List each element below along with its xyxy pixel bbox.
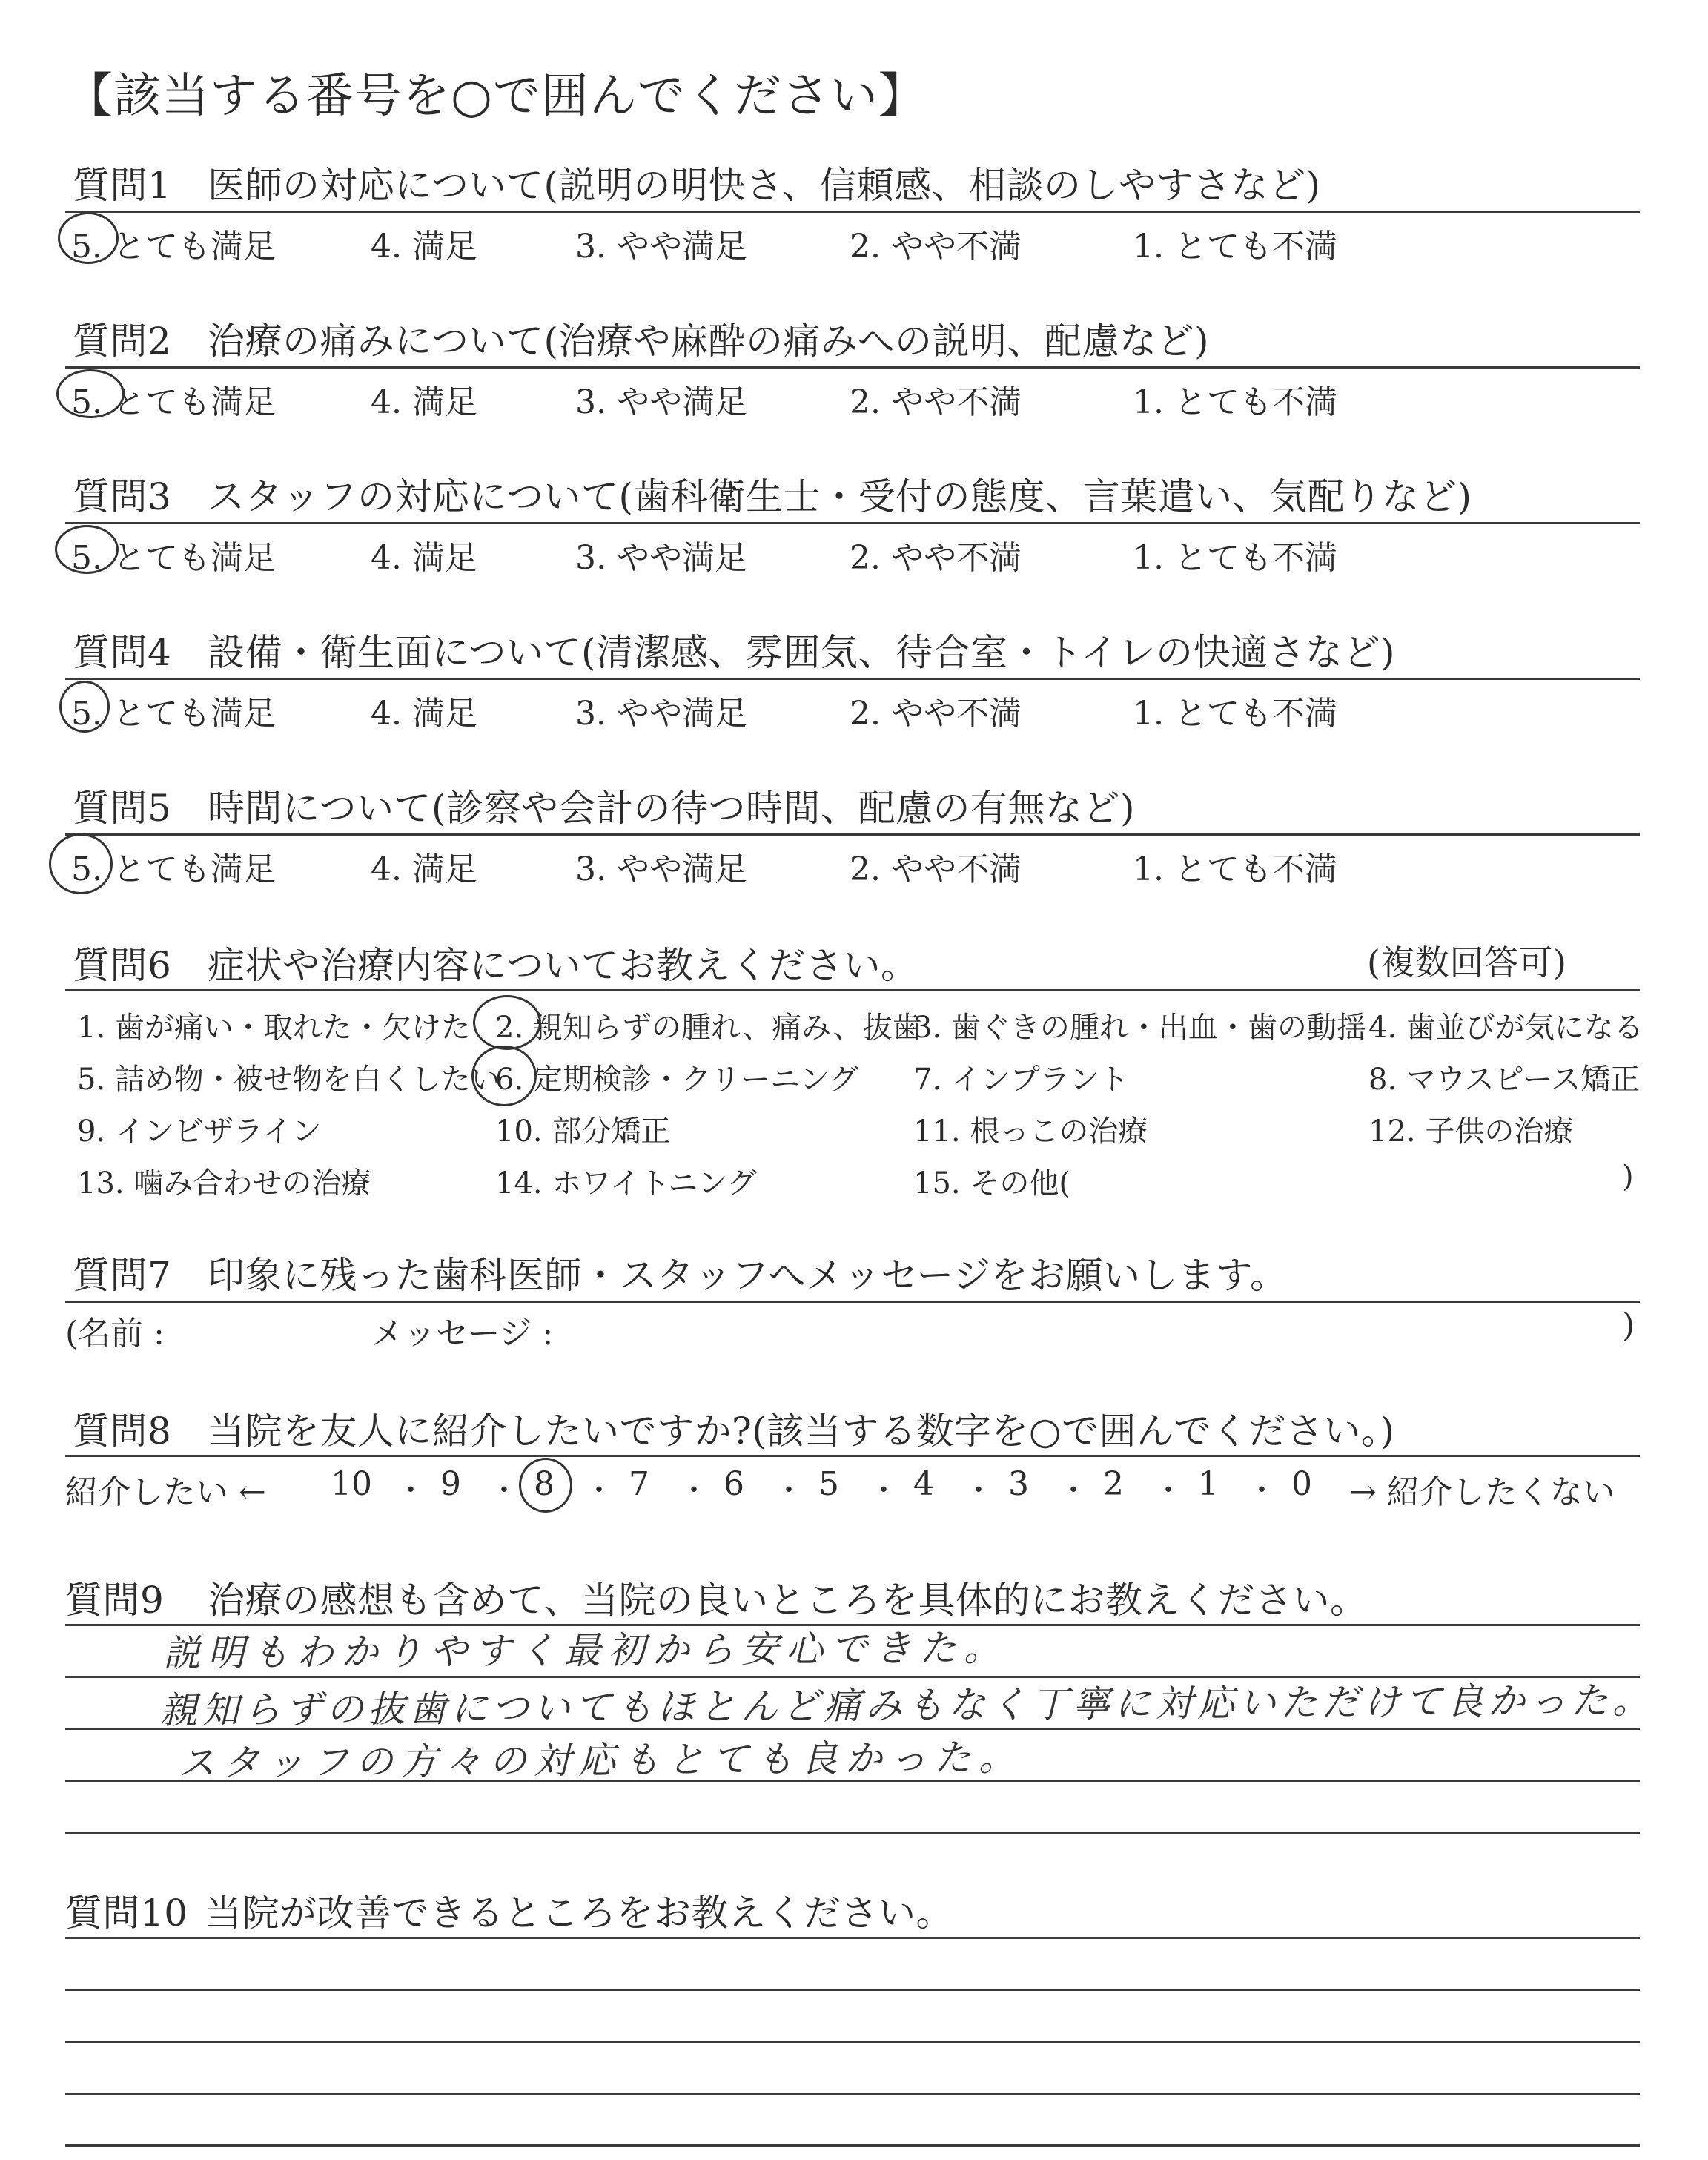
answer-line [65, 1832, 1640, 1834]
divider [65, 833, 1640, 836]
option-3[interactable]: 3. やや満足 [575, 695, 747, 733]
question-text: 時間について(診察や会計の待つ時間、配慮の有無など) [208, 787, 1136, 830]
question-text: 治療の痛みについて(治療や麻酔の痛みへの説明、配慮など) [208, 320, 1210, 363]
question-text: 当院が改善できるところをお教えください。 [205, 1892, 953, 1935]
symptom-option-8[interactable]: 8. マウスピース矯正 [1368, 1063, 1641, 1097]
question-label: 質問7 [73, 1254, 172, 1297]
symptom-option-9[interactable]: 9. インビザライン [77, 1114, 322, 1149]
separator-dot: ・ [1153, 1473, 1183, 1507]
question-text: 当院を友人に紹介したいですか?(該当する数字を○で囲んでください。) [208, 1410, 1395, 1453]
multiple-answer-note: (複数回答可) [1367, 942, 1567, 982]
scale-6[interactable]: 6 [724, 1465, 744, 1503]
answer-line [65, 2144, 1640, 2147]
scale-3[interactable]: 3 [1008, 1465, 1029, 1503]
question-text: 治療の感想も含めて、当院の良いところを具体的にお教えください。 [208, 1579, 1368, 1622]
question-label: 質問10 [65, 1892, 188, 1935]
question-label: 質問5 [73, 787, 172, 830]
scale-7[interactable]: 7 [629, 1465, 649, 1503]
option-1[interactable]: 1. とても不満 [1133, 383, 1337, 421]
option-1[interactable]: 1. とても不満 [1133, 539, 1337, 577]
divider [65, 678, 1640, 680]
option-2[interactable]: 2. やや不満 [850, 695, 1022, 733]
separator-dot: ・ [1059, 1473, 1088, 1507]
scale-9[interactable]: 9 [440, 1465, 461, 1503]
handwritten-answer-line: 説明もわかりやすく最初から安心できた。 [162, 1626, 1009, 1675]
symptom-option-12[interactable]: 12. 子供の治療 [1368, 1114, 1574, 1149]
selection-circle [56, 369, 125, 418]
recommend-left-label: 紹介したい ← [65, 1473, 266, 1511]
option-5[interactable]: 5. とても満足 [71, 539, 276, 577]
option-2[interactable]: 2. やや不満 [850, 851, 1022, 888]
option-2[interactable]: 2. やや不満 [850, 383, 1022, 421]
symptom-option-15[interactable]: 15. その他( [913, 1166, 1070, 1200]
option-4[interactable]: 4. 満足 [371, 851, 477, 888]
answer-line [65, 2041, 1640, 2043]
selection-circle [471, 1046, 537, 1106]
answer-line [65, 1989, 1640, 1991]
handwritten-answer-line: 親知らずの抜歯についてもほとんど痛みもなく丁寧に対応いただけて良かった。 [159, 1678, 1655, 1733]
symptom-option-5[interactable]: 5. 詰め物・被せ物を白くしたい [77, 1063, 500, 1097]
handwritten-answer-line: スタッフの方々の対応もとても良かった。 [177, 1736, 1024, 1785]
answer-line [65, 1937, 1640, 1939]
symptom-option-11[interactable]: 11. 根っこの治療 [913, 1114, 1148, 1149]
separator-dot: ・ [774, 1473, 804, 1507]
option-2[interactable]: 2. やや不満 [850, 539, 1022, 577]
divider [65, 1455, 1640, 1457]
scale-1[interactable]: 1 [1198, 1465, 1219, 1503]
question-label: 質問2 [73, 320, 172, 363]
option-3[interactable]: 3. やや満足 [575, 383, 747, 421]
scale-5[interactable]: 5 [818, 1465, 839, 1503]
selection-circle [55, 525, 119, 574]
symptom-option-3[interactable]: 3. 歯ぐきの腫れ・出血・歯の動揺 [913, 1011, 1366, 1045]
option-5[interactable]: 5. とても満足 [71, 851, 276, 888]
symptom-option-6[interactable]: 6. 定期検診・クリーニング [495, 1063, 859, 1097]
name-field-label[interactable]: (名前 : [65, 1315, 165, 1353]
option-4[interactable]: 4. 満足 [371, 539, 477, 577]
separator-dot: ・ [1247, 1473, 1277, 1507]
scale-2[interactable]: 2 [1103, 1465, 1124, 1503]
question-label: 質問9 [65, 1579, 165, 1622]
question-text: 医師の対応について(説明の明快さ、信頼感、相談のしやすさなど) [208, 164, 1321, 207]
divider [65, 989, 1640, 991]
selection-circle [49, 833, 113, 894]
question-text: 設備・衛生面について(清潔感、雰囲気、待合室・トイレの快適さなど) [208, 631, 1396, 674]
question-label: 質問6 [73, 944, 172, 987]
divider [65, 366, 1640, 369]
divider [65, 211, 1640, 213]
option-5[interactable]: 5. とても満足 [71, 383, 276, 421]
option-5[interactable]: 5. とても満足 [71, 695, 276, 733]
divider [65, 1301, 1640, 1303]
separator-dot: ・ [584, 1473, 614, 1507]
answer-line [65, 2093, 1640, 2095]
symptom-option-7[interactable]: 7. インプラント [913, 1063, 1129, 1097]
option-1[interactable]: 1. とても不満 [1133, 851, 1337, 888]
separator-dot: ・ [964, 1473, 993, 1507]
scale-0[interactable]: 0 [1291, 1465, 1312, 1503]
separator-dot: ・ [489, 1473, 519, 1507]
recommend-right-label: → 紹介したくない [1349, 1473, 1615, 1511]
question-text: 症状や治療内容についてお教えください。 [208, 944, 918, 987]
option-1[interactable]: 1. とても不満 [1133, 228, 1337, 265]
separator-dot: ・ [396, 1473, 426, 1507]
selection-circle [519, 1458, 572, 1513]
option-4[interactable]: 4. 満足 [371, 383, 477, 421]
option-5[interactable]: 5. とても満足 [71, 228, 276, 265]
close-paren: ) [1622, 1307, 1635, 1344]
selection-circle [58, 212, 119, 264]
separator-dot: ・ [869, 1473, 898, 1507]
divider [65, 522, 1640, 524]
option-4[interactable]: 4. 満足 [371, 695, 477, 733]
question-text: 印象に残った歯科医師・スタッフへメッセージをお願いします。 [208, 1254, 1288, 1297]
question-label: 質問3 [73, 475, 172, 518]
option-2[interactable]: 2. やや不満 [850, 228, 1022, 265]
question-label: 質問1 [73, 164, 172, 207]
question-label: 質問4 [73, 631, 172, 674]
symptom-option-10[interactable]: 10. 部分矯正 [495, 1114, 671, 1149]
option-3[interactable]: 3. やや満足 [575, 228, 747, 265]
option-4[interactable]: 4. 満足 [371, 228, 477, 265]
symptom-option-13[interactable]: 13. 噛み合わせの治療 [77, 1166, 371, 1200]
page-title: 【該当する番号を○で囲んでください】 [65, 69, 927, 124]
other-close-paren: ) [1622, 1160, 1634, 1194]
scale-4[interactable]: 4 [913, 1465, 934, 1503]
separator-dot: ・ [679, 1473, 709, 1507]
message-field-label[interactable]: メッセージ : [371, 1315, 554, 1353]
scale-10[interactable]: 10 [331, 1465, 372, 1503]
symptom-option-1[interactable]: 1. 歯が痛い・取れた・欠けた [77, 1011, 471, 1045]
option-3[interactable]: 3. やや満足 [575, 539, 747, 577]
selection-circle [473, 995, 541, 1050]
option-3[interactable]: 3. やや満足 [575, 851, 747, 888]
question-label: 質問8 [73, 1410, 172, 1453]
symptom-option-4[interactable]: 4. 歯並びが気になる [1368, 1011, 1644, 1045]
symptom-option-2[interactable]: 2. 親知らずの腫れ、痛み、抜歯 [495, 1011, 922, 1045]
selection-circle [59, 681, 110, 733]
question-text: スタッフの対応について(歯科衛生士・受付の態度、言葉遣い、気配りなど) [208, 475, 1472, 518]
scale-8[interactable]: 8 [534, 1465, 555, 1503]
option-1[interactable]: 1. とても不満 [1133, 695, 1337, 733]
symptom-option-14[interactable]: 14. ホワイトニング [495, 1166, 757, 1200]
